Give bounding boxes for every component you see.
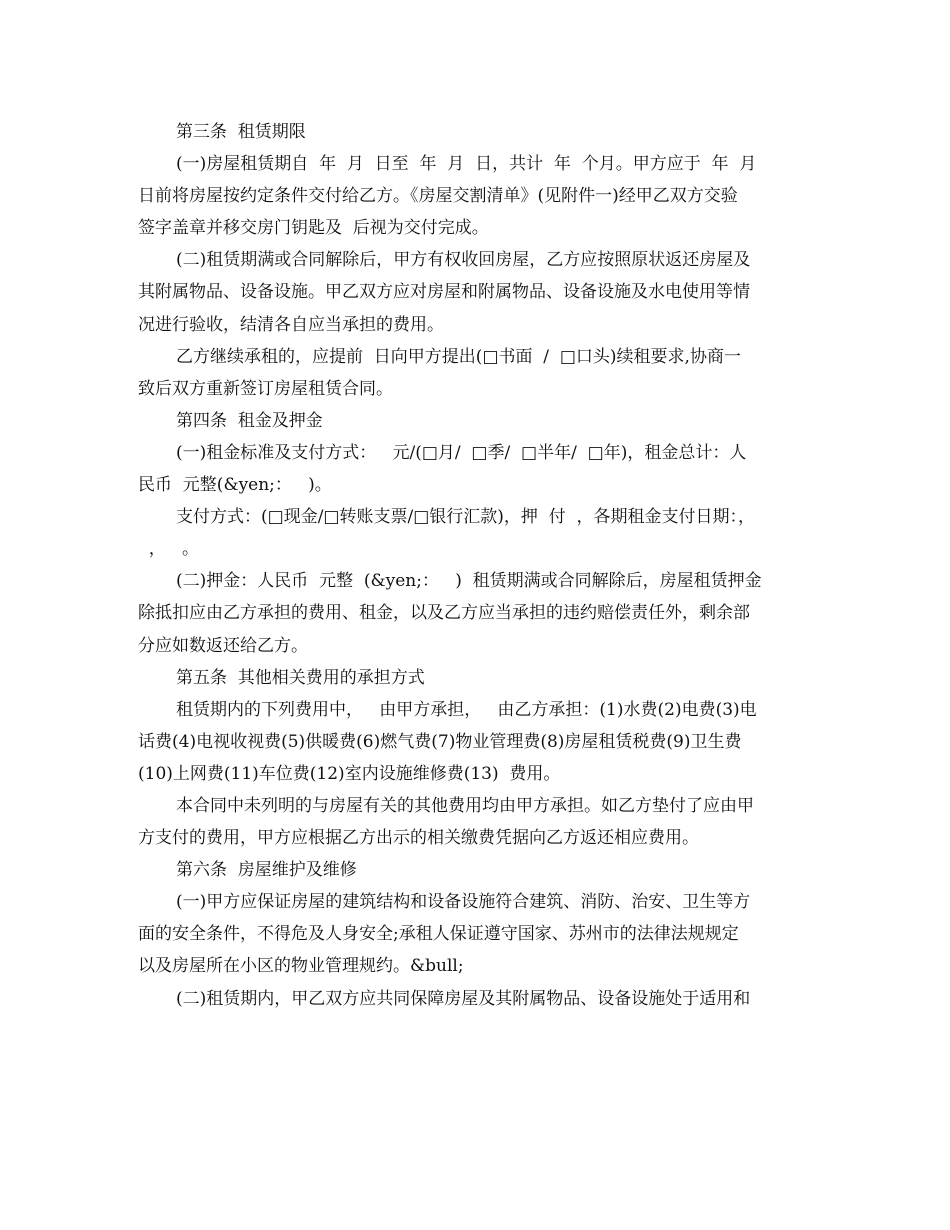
text-line: 乙方继续承租的，应提前 日向甲方提出(□书面 / □口头)续租要求,协商一 bbox=[176, 346, 741, 367]
text-line: 第六条 房屋维护及维修 bbox=[176, 860, 357, 881]
text-line: (二)押金：人民币 元整 (&yen;： ) 租赁期满或合同解除后，房屋租赁押金 bbox=[176, 571, 762, 592]
text-line: (一)房屋租赁期自 年 月 日至 年 月 日，共计 年 个月。甲方应于 年 月 bbox=[176, 154, 757, 175]
text-line: 致后双方重新签订房屋租赁合同。 bbox=[138, 378, 393, 399]
text-line: (一)租金标准及支付方式： 元/(□月/ □季/ □半年/ □年)，租金总计：人 bbox=[176, 442, 747, 463]
text-line: 其附属物品、设备设施。甲乙双方应对房屋和附属物品、设备设施及水电使用等情 bbox=[138, 282, 750, 303]
text-line: 方支付的费用，甲方应根据乙方出示的相关缴费凭据向乙方返还相应费用。 bbox=[138, 828, 699, 849]
text-line: (二)租赁期满或合同解除后，甲方有权收回房屋，乙方应按照原状返还房屋及 bbox=[176, 250, 751, 271]
text-line: 支付方式：(□现金/□转账支票/□银行汇款)，押 付 ，各期租金支付日期：， bbox=[176, 507, 756, 528]
text-line: (10)上网费(11)车位费(12)室内设施维修费(13) 费用。 bbox=[138, 763, 561, 784]
text-line: 第三条 租赁期限 bbox=[176, 122, 306, 142]
text-line: 民币 元整(&yen;： )。 bbox=[138, 475, 332, 496]
document-body bbox=[138, 116, 814, 1015]
text-line: ， 。 bbox=[138, 539, 200, 560]
text-line: 面的安全条件，不得危及人身安全;承租人保证遵守国家、苏州市的法律法规规定 bbox=[138, 924, 739, 945]
text-line: 租赁期内的下列费用中， 由甲方承担， 由乙方承担：(1)水费(2)电费(3)电 bbox=[176, 699, 757, 720]
text-line: 第五条 其他相关费用的承担方式 bbox=[176, 667, 425, 688]
text-line: 第四条 租金及押金 bbox=[176, 410, 323, 431]
text-line: 况进行验收，结清各自应当承担的费用。 bbox=[138, 314, 444, 335]
text-line: (二)租赁期内，甲乙双方应共同保障房屋及其附属物品、设备设施处于适用和 bbox=[176, 988, 751, 1009]
text-line: (一)甲方应保证房屋的建筑结构和设备设施符合建筑、消防、治安、卫生等方 bbox=[176, 892, 751, 913]
text-line: 除抵扣应由乙方承担的费用、租金，以及乙方应当承担的违约赔偿责任外，剩余部 bbox=[138, 603, 750, 624]
text-line: 话费(4)电视收视费(5)供暖费(6)燃气费(7)物业管理费(8)房屋租赁税费(9)卫生费 bbox=[138, 731, 742, 752]
text-line: 分应如数返还给乙方。 bbox=[138, 635, 308, 656]
text-line: 以及房屋所在小区的物业管理规约。&bull; bbox=[138, 956, 464, 977]
text-line: 本合同中未列明的与房屋有关的其他费用均由甲方承担。如乙方垫付了应由甲 bbox=[176, 795, 754, 816]
text-line: 日前将房屋按约定条件交付给乙方。《房屋交割清单》(见附件一)经甲乙双方交验 bbox=[138, 186, 738, 207]
text-line: 签字盖章并移交房门钥匙及 后视为交付完成。 bbox=[138, 218, 489, 239]
